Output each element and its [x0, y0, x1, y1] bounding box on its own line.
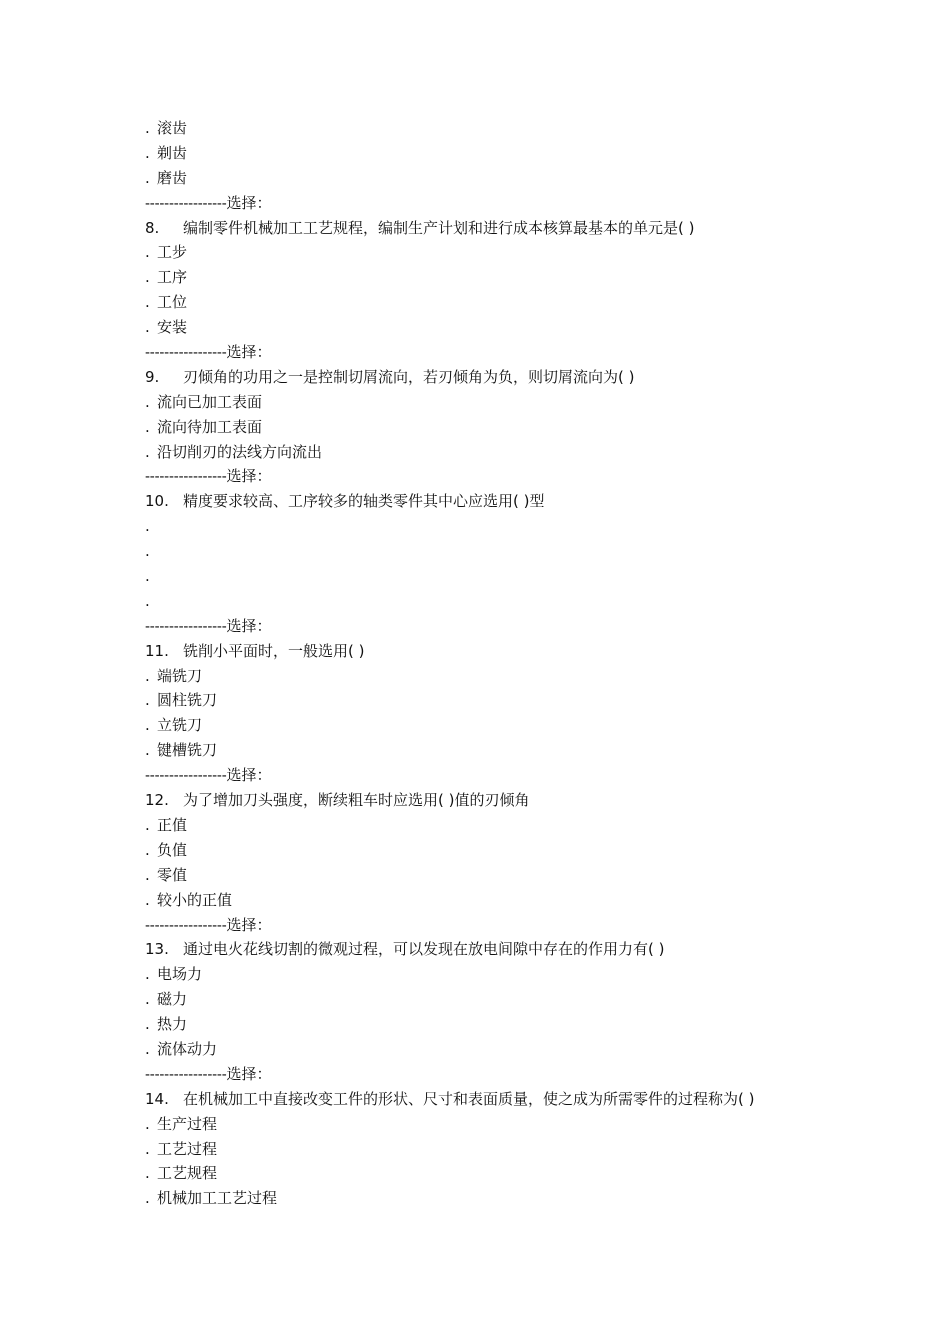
option-marker: . [145, 1189, 150, 1208]
option-line [145, 440, 905, 465]
option-marker: . [145, 567, 150, 586]
option-line [145, 1012, 905, 1037]
separator-line [145, 1062, 905, 1087]
question-line [145, 788, 905, 813]
option-marker: . [145, 542, 150, 561]
separator-dashes: ----------------- [145, 617, 227, 635]
question-line [145, 937, 905, 962]
option-text: 端铣刀 [157, 666, 203, 685]
separator-label: 选择： [226, 467, 272, 486]
question-line [145, 1087, 905, 1112]
option-line [145, 1037, 905, 1062]
question-number: 9. [145, 367, 160, 386]
separator-label: 选择： [226, 193, 272, 212]
option-text: 磨齿 [157, 168, 188, 187]
question-number: 14. [145, 1089, 169, 1108]
option-line [145, 141, 905, 166]
option-line [145, 589, 905, 614]
question-number: 13. [145, 940, 169, 959]
separator-dashes: ----------------- [145, 194, 227, 212]
option-marker: . [145, 143, 150, 162]
option-line [145, 1137, 905, 1162]
separator-line [145, 614, 905, 639]
option-line [145, 664, 905, 689]
question-line [145, 639, 905, 664]
option-line [145, 514, 905, 539]
option-marker: . [145, 1139, 150, 1158]
question-line [145, 489, 905, 514]
separator-dashes: ----------------- [145, 916, 227, 934]
option-text: 机械加工工艺过程 [157, 1189, 278, 1208]
option-marker: . [145, 168, 150, 187]
option-marker: . [145, 318, 150, 337]
option-line [145, 688, 905, 713]
option-line [145, 987, 905, 1012]
option-marker: . [145, 1015, 150, 1034]
question-text: 在机械加工中直接改变工件的形状、尺寸和表面质量，使之成为所需零件的过程称为( ) [183, 1089, 755, 1108]
option-text: 较小的正值 [157, 890, 233, 909]
option-text: 安装 [157, 318, 188, 337]
option-text: 生产过程 [157, 1114, 218, 1133]
option-marker: . [145, 815, 150, 834]
option-text: 热力 [157, 1015, 188, 1034]
option-line [145, 1112, 905, 1137]
option-text: 沿切削刃的法线方向流出 [157, 442, 323, 461]
question-text: 刃倾角的功用之一是控制切屑流向，若刃倾角为负，则切屑流向为( ) [183, 367, 635, 386]
option-marker: . [145, 1114, 150, 1133]
option-marker: . [145, 990, 150, 1009]
option-marker: . [145, 716, 150, 735]
option-text: 工序 [157, 268, 188, 287]
option-text: 滚齿 [157, 119, 188, 137]
option-line [145, 813, 905, 838]
option-line [145, 539, 905, 564]
option-line [145, 838, 905, 863]
separator-line [145, 763, 905, 788]
option-marker: . [145, 442, 150, 461]
option-marker: . [145, 1039, 150, 1058]
question-line [145, 216, 905, 241]
option-text: 磁力 [157, 990, 188, 1009]
option-line [145, 166, 905, 191]
option-text: 负值 [157, 840, 188, 859]
option-text: 剃齿 [157, 143, 188, 162]
question-text: 精度要求较高、工序较多的轴类零件其中心应选用( )型 [183, 492, 545, 511]
option-text: 电场力 [157, 965, 203, 984]
separator-line [145, 340, 905, 365]
question-text: 铣削小平面时，一般选用( ) [183, 641, 365, 660]
option-line [145, 1161, 905, 1186]
option-text: 工步 [157, 243, 188, 262]
option-line [145, 116, 905, 141]
question-line [145, 365, 905, 390]
separator-label: 选择： [226, 915, 272, 934]
separator-label: 选择： [226, 766, 272, 785]
option-marker: . [145, 293, 150, 312]
option-line [145, 713, 905, 738]
option-marker: . [145, 890, 150, 909]
option-marker: . [145, 965, 150, 984]
question-number: 12. [145, 791, 169, 810]
option-line [145, 738, 905, 763]
separator-label: 选择： [226, 1064, 272, 1083]
option-line [145, 390, 905, 415]
question-text: 通过电火花线切割的微观过程，可以发现在放电间隙中存在的作用力有( ) [183, 940, 665, 959]
option-text: 流体动力 [157, 1039, 218, 1058]
document-page [145, 116, 905, 1211]
option-marker: . [145, 243, 150, 262]
option-text: 流向待加工表面 [157, 417, 263, 436]
option-line [145, 240, 905, 265]
option-marker: . [145, 666, 150, 685]
option-line [145, 315, 905, 340]
option-line [145, 290, 905, 315]
option-text: 工艺过程 [157, 1139, 218, 1158]
option-line [145, 564, 905, 589]
question-number: 10. [145, 492, 169, 511]
option-line [145, 888, 905, 913]
option-marker: . [145, 417, 150, 436]
separator-dashes: ----------------- [145, 767, 227, 785]
option-marker: . [145, 741, 150, 760]
option-marker: . [145, 591, 150, 610]
question-text: 为了增加刀头强度，断续粗车时应选用( )值的刃倾角 [183, 791, 530, 810]
separator-line [145, 464, 905, 489]
option-text: 圆柱铣刀 [157, 691, 218, 710]
option-text: 流向已加工表面 [157, 392, 263, 411]
option-text: 工位 [157, 293, 188, 312]
separator-label: 选择： [226, 343, 272, 362]
separator-dashes: ----------------- [145, 1065, 227, 1083]
separator-dashes: ----------------- [145, 468, 227, 486]
option-marker: . [145, 865, 150, 884]
option-marker: . [145, 119, 150, 137]
option-line [145, 863, 905, 888]
question-number: 8. [145, 218, 160, 237]
option-text: 工艺规程 [157, 1164, 218, 1183]
separator-line [145, 913, 905, 938]
option-text: 键槽铣刀 [157, 741, 218, 760]
option-marker: . [145, 517, 150, 536]
option-line [145, 962, 905, 987]
option-marker: . [145, 840, 150, 859]
question-text: 编制零件机械加工工艺规程，编制生产计划和进行成本核算最基本的单元是( ) [183, 218, 695, 237]
option-marker: . [145, 1164, 150, 1183]
option-line [145, 415, 905, 440]
separator-line [145, 191, 905, 216]
separator-dashes: ----------------- [145, 344, 227, 362]
option-text: 正值 [157, 815, 188, 834]
option-text: 立铣刀 [157, 716, 203, 735]
option-marker: . [145, 268, 150, 287]
option-text: 零值 [157, 865, 188, 884]
separator-label: 选择： [226, 616, 272, 635]
option-line [145, 265, 905, 290]
option-marker: . [145, 392, 150, 411]
option-marker: . [145, 691, 150, 710]
option-line [145, 1186, 905, 1211]
question-number: 11. [145, 641, 169, 660]
